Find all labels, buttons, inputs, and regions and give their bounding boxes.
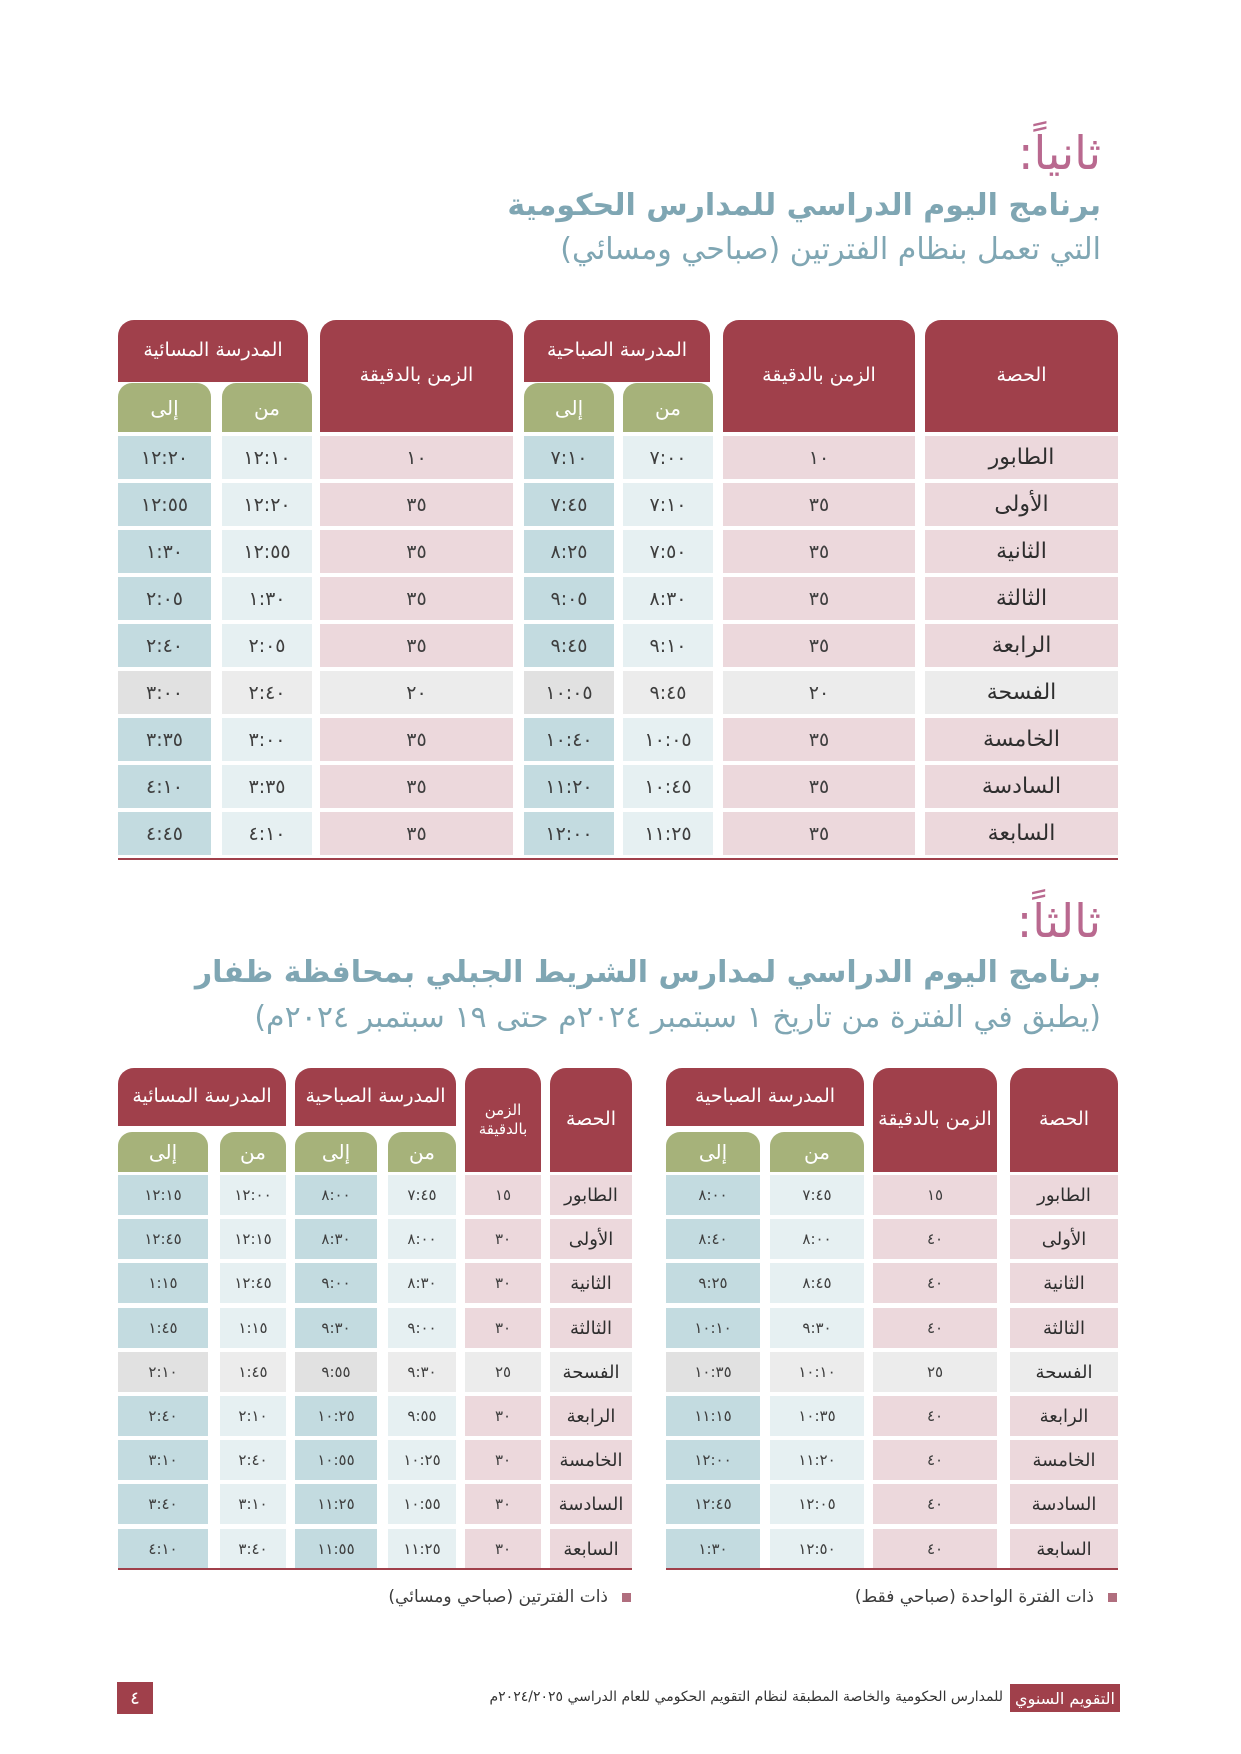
legend-double-shift-label: ذات الفترتين (صباحي ومسائي) — [388, 1587, 608, 1607]
header-morning-to: إلى — [295, 1132, 377, 1172]
morning-from: ٧:٥٠ — [623, 530, 713, 573]
period-name: الخامسة — [1010, 1440, 1118, 1480]
evening-to: ١٢:١٥ — [118, 1175, 208, 1215]
header-period: الحصة — [550, 1068, 632, 1172]
legend-single-shift — [855, 1587, 1117, 1607]
morning-duration: ٣٥ — [723, 812, 915, 855]
morning-from: ٩:٥٥ — [388, 1396, 456, 1436]
evening-from: ٢:٠٥ — [222, 624, 312, 667]
evening-from: ١٢:٤٥ — [220, 1263, 286, 1303]
header-morning-to: إلى — [524, 383, 614, 432]
morning-from: ١١:٢٥ — [623, 812, 713, 855]
header-duration: الزمن بالدقيقة — [723, 320, 915, 432]
morning-to: ١٠:٠٥ — [524, 671, 614, 714]
morning-to: ٧:٤٥ — [524, 483, 614, 526]
period-name: الرابعة — [1010, 1396, 1118, 1436]
morning-from: ٧:١٠ — [623, 483, 713, 526]
period-name: السادسة — [925, 765, 1118, 808]
header-morning-to: إلى — [666, 1132, 760, 1172]
morning-from: ٧:٤٥ — [770, 1175, 864, 1215]
morning-from: ٩:٠٠ — [388, 1308, 456, 1348]
period-name: الثانية — [925, 530, 1118, 573]
morning-to: ١١:٢٠ — [524, 765, 614, 808]
footer-tag: التقويم السنوي — [1010, 1684, 1120, 1712]
evening-from: ٣:٠٠ — [222, 718, 312, 761]
morning-from: ٧:٠٠ — [623, 436, 713, 479]
table-bottom-rule — [666, 1568, 1118, 1570]
evening-duration: ١٠ — [320, 436, 513, 479]
header-evening-school: المدرسة المسائية — [118, 1068, 286, 1126]
legend-square-icon — [622, 1593, 631, 1602]
morning-to: ٨:٠٠ — [295, 1175, 377, 1215]
morning-from: ١٠:٥٥ — [388, 1484, 456, 1524]
period-name: السابعة — [550, 1529, 632, 1569]
period-name: الأولى — [925, 483, 1118, 526]
evening-to: ٣:٣٥ — [118, 718, 211, 761]
morning-to: ٩:٣٠ — [295, 1308, 377, 1348]
duration: ٤٠ — [873, 1440, 997, 1480]
table-bottom-rule — [118, 858, 1118, 860]
header-duration: الزمن بالدقيقة — [873, 1068, 997, 1172]
duration: ٤٠ — [873, 1484, 997, 1524]
period-name: السادسة — [550, 1484, 632, 1524]
evening-duration: ٣٥ — [320, 765, 513, 808]
period-name: الثالثة — [1010, 1308, 1118, 1348]
evening-from: ٣:٤٠ — [220, 1529, 286, 1569]
morning-from: ٩:٣٠ — [388, 1352, 456, 1392]
morning-to: ١٠:٢٥ — [295, 1396, 377, 1436]
section2-title: برنامج اليوم الدراسي للمدارس الحكومية — [507, 188, 1101, 223]
duration: ٣٠ — [465, 1263, 541, 1303]
evening-to: ٣:٠٠ — [118, 671, 211, 714]
evening-from: ٣:٣٥ — [222, 765, 312, 808]
evening-from: ١:٤٥ — [220, 1352, 286, 1392]
morning-from: ٩:١٠ — [623, 624, 713, 667]
period-name: السادسة — [1010, 1484, 1118, 1524]
duration: ١٥ — [873, 1175, 997, 1215]
section3-number: ثالثاً: — [1016, 894, 1101, 948]
evening-from: ١٢:٠٠ — [220, 1175, 286, 1215]
evening-to: ١٢:٤٥ — [118, 1219, 208, 1259]
evening-from: ٤:١٠ — [222, 812, 312, 855]
duration: ٣٠ — [465, 1484, 541, 1524]
evening-to: ٢:١٠ — [118, 1352, 208, 1392]
header-morning-school: المدرسة الصباحية — [295, 1068, 456, 1126]
period-name: الرابعة — [925, 624, 1118, 667]
morning-from: ١٠:٣٥ — [770, 1396, 864, 1436]
duration: ٢٥ — [465, 1352, 541, 1392]
morning-to: ١٠:٣٥ — [666, 1352, 760, 1392]
legend-double-shift — [388, 1587, 631, 1607]
morning-from: ٨:٠٠ — [388, 1219, 456, 1259]
morning-to: ١٢:٠٠ — [524, 812, 614, 855]
evening-from: ٢:٤٠ — [222, 671, 312, 714]
evening-to: ١:٣٠ — [118, 530, 211, 573]
period-name: الرابعة — [550, 1396, 632, 1436]
morning-to: ٩:٤٥ — [524, 624, 614, 667]
period-name: الفسحة — [550, 1352, 632, 1392]
header-morning-from: من — [770, 1132, 864, 1172]
evening-to: ١٢:٥٥ — [118, 483, 211, 526]
period-name: الطابور — [925, 436, 1118, 479]
duration: ٣٠ — [465, 1308, 541, 1348]
morning-from: ١٠:٤٥ — [623, 765, 713, 808]
morning-to: ١٠:١٠ — [666, 1308, 760, 1348]
morning-from: ٨:٣٠ — [388, 1263, 456, 1303]
period-name: السابعة — [1010, 1529, 1118, 1569]
morning-to: ٩:٥٥ — [295, 1352, 377, 1392]
morning-to: ٨:٣٠ — [295, 1219, 377, 1259]
period-name: الفسحة — [1010, 1352, 1118, 1392]
duration: ١٥ — [465, 1175, 541, 1215]
evening-to: ٢:٤٠ — [118, 1396, 208, 1436]
evening-duration: ٣٥ — [320, 624, 513, 667]
evening-to: ٢:٤٠ — [118, 624, 211, 667]
duration: ٢٥ — [873, 1352, 997, 1392]
duration: ٤٠ — [873, 1396, 997, 1436]
evening-duration: ٣٥ — [320, 483, 513, 526]
period-name: الطابور — [550, 1175, 632, 1215]
header-morning-school: المدرسة الصباحية — [524, 320, 710, 382]
morning-duration: ١٠ — [723, 436, 915, 479]
morning-from: ٨:٠٠ — [770, 1219, 864, 1259]
header-evening-school: المدرسة المسائية — [118, 320, 308, 382]
morning-to: ١١:١٥ — [666, 1396, 760, 1436]
period-name: الثالثة — [925, 577, 1118, 620]
morning-to: ١١:٢٥ — [295, 1484, 377, 1524]
evening-duration: ٢٠ — [320, 671, 513, 714]
morning-to: ٩:٢٥ — [666, 1263, 760, 1303]
evening-from: ٢:٤٠ — [220, 1440, 286, 1480]
header-duration-evening: الزمن بالدقيقة — [320, 320, 513, 432]
morning-from: ٩:٤٥ — [623, 671, 713, 714]
morning-to: ٩:٠٥ — [524, 577, 614, 620]
evening-to: ٢:٠٥ — [118, 577, 211, 620]
legend-single-shift-label: ذات الفترة الواحدة (صباحي فقط) — [854, 1587, 1094, 1607]
evening-from: ١٢:١٥ — [220, 1219, 286, 1259]
morning-from: ٨:٣٠ — [623, 577, 713, 620]
evening-to: ٤:١٠ — [118, 1529, 208, 1569]
evening-duration: ٣٥ — [320, 530, 513, 573]
period-name: الفسحة — [925, 671, 1118, 714]
evening-from: ١:٣٠ — [222, 577, 312, 620]
morning-to: ١٢:٤٥ — [666, 1484, 760, 1524]
header-evening-to: إلى — [118, 383, 211, 432]
period-name: الثانية — [1010, 1263, 1118, 1303]
evening-to: ١:١٥ — [118, 1263, 208, 1303]
morning-to: ١١:٥٥ — [295, 1529, 377, 1569]
header-period: الحصة — [925, 320, 1118, 432]
header-evening-from: من — [222, 383, 312, 432]
duration: ٤٠ — [873, 1219, 997, 1259]
evening-from: ١٢:١٠ — [222, 436, 312, 479]
morning-duration: ٣٥ — [723, 530, 915, 573]
period-name: الطابور — [1010, 1175, 1118, 1215]
morning-from: ١٢:٥٠ — [770, 1529, 864, 1569]
morning-duration: ٣٥ — [723, 577, 915, 620]
morning-to: ١:٣٠ — [666, 1529, 760, 1569]
evening-to: ٣:٤٠ — [118, 1484, 208, 1524]
evening-from: ١٢:٥٥ — [222, 530, 312, 573]
morning-from: ١١:٢٥ — [388, 1529, 456, 1569]
evening-from: ٣:١٠ — [220, 1484, 286, 1524]
evening-to: ١:٤٥ — [118, 1308, 208, 1348]
duration: ٣٠ — [465, 1529, 541, 1569]
duration: ٣٠ — [465, 1219, 541, 1259]
evening-duration: ٣٥ — [320, 812, 513, 855]
header-duration: الزمن بالدقيقة — [465, 1068, 541, 1172]
section3-subtitle: (يطبق في الفترة من تاريخ ١ سبتمبر ٢٠٢٤م حتى ١٩ سبتمبر ٢٠٢٤م) — [254, 1000, 1101, 1035]
evening-duration: ٣٥ — [320, 577, 513, 620]
period-name: الخامسة — [925, 718, 1118, 761]
duration: ٤٠ — [873, 1263, 997, 1303]
duration: ٤٠ — [873, 1529, 997, 1569]
section3-title: برنامج اليوم الدراسي لمدارس الشريط الجبلي بمحافظة ظفار — [194, 955, 1101, 990]
header-evening-from: من — [220, 1132, 286, 1172]
morning-to: ٨:٤٠ — [666, 1219, 760, 1259]
evening-to: ٤:٤٥ — [118, 812, 211, 855]
duration: ٣٠ — [465, 1440, 541, 1480]
evening-duration: ٣٥ — [320, 718, 513, 761]
page-number: ٤ — [117, 1682, 153, 1714]
morning-duration: ٣٥ — [723, 765, 915, 808]
footer-text: للمدارس الحكومية والخاصة المطبقة لنظام التقويم الحكومي للعام الدراسي ٢٠٢٤/٢٠٢٥م — [489, 1689, 1003, 1705]
morning-to: ١٠:٤٠ — [524, 718, 614, 761]
morning-duration: ٣٥ — [723, 624, 915, 667]
morning-to: ١٠:٥٥ — [295, 1440, 377, 1480]
period-name: الثانية — [550, 1263, 632, 1303]
evening-from: ١:١٥ — [220, 1308, 286, 1348]
table-bottom-rule — [118, 1568, 632, 1570]
header-morning-school: المدرسة الصباحية — [666, 1068, 864, 1126]
evening-from: ١٢:٢٠ — [222, 483, 312, 526]
section2-number: ثانياً: — [1017, 126, 1101, 180]
morning-duration: ٣٥ — [723, 718, 915, 761]
legend-square-icon — [1108, 1593, 1117, 1602]
period-name: الأولى — [1010, 1219, 1118, 1259]
morning-to: ١٢:٠٠ — [666, 1440, 760, 1480]
header-morning-from: من — [388, 1132, 456, 1172]
morning-from: ١٠:١٠ — [770, 1352, 864, 1392]
evening-to: ١٢:٢٠ — [118, 436, 211, 479]
morning-to: ٧:١٠ — [524, 436, 614, 479]
period-name: الخامسة — [550, 1440, 632, 1480]
morning-from: ١١:٢٠ — [770, 1440, 864, 1480]
duration: ٤٠ — [873, 1308, 997, 1348]
morning-from: ٩:٣٠ — [770, 1308, 864, 1348]
morning-from: ١٢:٠٥ — [770, 1484, 864, 1524]
duration: ٣٠ — [465, 1396, 541, 1436]
morning-to: ٨:٢٥ — [524, 530, 614, 573]
header-morning-from: من — [623, 383, 713, 432]
header-period: الحصة — [1010, 1068, 1118, 1172]
morning-from: ٧:٤٥ — [388, 1175, 456, 1215]
evening-to: ٤:١٠ — [118, 765, 211, 808]
period-name: السابعة — [925, 812, 1118, 855]
evening-to: ٣:١٠ — [118, 1440, 208, 1480]
morning-from: ١٠:٠٥ — [623, 718, 713, 761]
section2-subtitle: التي تعمل بنظام الفترتين (صباحي ومسائي) — [560, 232, 1101, 267]
morning-to: ٨:٠٠ — [666, 1175, 760, 1215]
period-name: الأولى — [550, 1219, 632, 1259]
morning-from: ٨:٤٥ — [770, 1263, 864, 1303]
morning-to: ٩:٠٠ — [295, 1263, 377, 1303]
period-name: الثالثة — [550, 1308, 632, 1348]
evening-from: ٢:١٠ — [220, 1396, 286, 1436]
morning-duration: ٢٠ — [723, 671, 915, 714]
morning-from: ١٠:٢٥ — [388, 1440, 456, 1480]
header-evening-to: إلى — [118, 1132, 208, 1172]
morning-duration: ٣٥ — [723, 483, 915, 526]
